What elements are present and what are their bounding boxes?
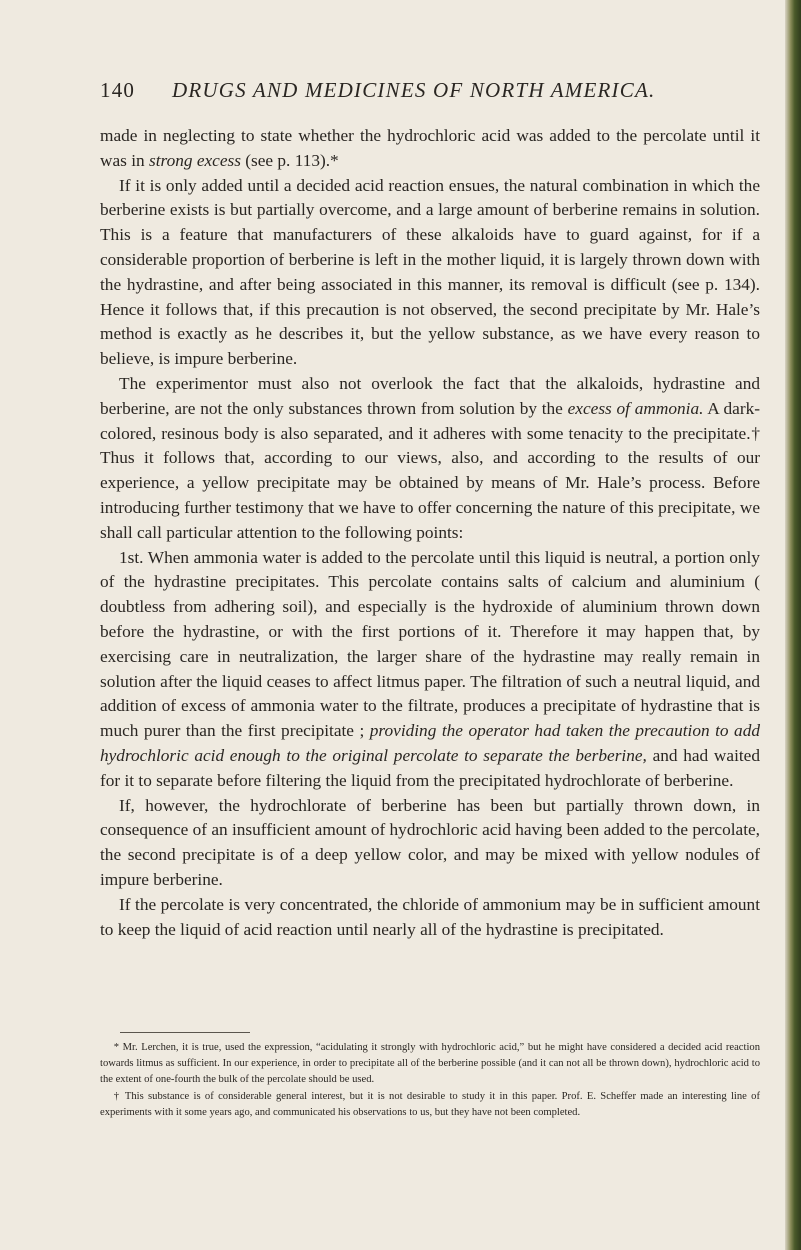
paragraph: [100, 546, 760, 794]
footnote: * Mr. Lerchen, it is true, used the expression, “acidulating it strongly with hydrochloric acid,” but he might have considered a decided acid reaction towards litmus as sufficient. In our experience, in order to precipitate all of the berberine possible (and it can not all be thrown down), hydrochloric acid to the extent of one-fourth the bulk of the percolate should be used.: [100, 1042, 760, 1086]
paragraph: [100, 174, 760, 372]
text-run: If, however, the hydrochlorate of berberine has been but partially thrown down, in consequence of an insufficient amount of hydrochloric acid having been added to the percolate, the second precipitate is of a deep yellow color, and may be mixed with yellow nodules of impure berberine.: [100, 795, 760, 889]
running-title: DRUGS AND MEDICINES OF NORTH AMERICA.: [172, 78, 656, 102]
text-run: The experimentor must also not overlook the fact that the alkaloids, hydrastine and berberine, are not the only substances thrown from solution by the: [100, 373, 760, 418]
page-number: 140: [100, 78, 136, 102]
paragraph: [100, 794, 760, 893]
text-run: made in neglecting to state whether the hydrochloric acid was added to the percolate until it was in: [100, 126, 760, 170]
footnote-rule: [120, 1032, 250, 1033]
text-run: and had waited for it to separate before filtering the liquid from the precipitated hydrochlorate of berberine.: [100, 745, 760, 790]
footnote: † This substance is of considerable general interest, but it is not desirable to study it in this paper. Prof. E. Scheffer made an interesting line of experiments with it some years ago, and communicated his observations to us, but they have not been completed.: [100, 1090, 760, 1118]
text-run: (see p. 113).*: [240, 150, 339, 170]
paragraph: [100, 893, 760, 943]
text-run: A dark-colored, resinous body is also separated, and it adheres with some tenacity to the precipitate.† Thus it follows that, according to our views, also, and according to the results of our experience, a yellow precipitate may be obtained by means of Mr. Hale’s process. Before introducing further testimony that we have to offer concerning the nature of this precipitate, we shall call particular attention to the following points:: [100, 398, 760, 542]
page-edge-shadow: [785, 0, 801, 1250]
text-run: 1st. When ammonia water is added to the percolate until this liquid is neutral, a portion only of the hydrastine precipitates. This percolate contains salts of calcium and aluminium ( doubtless from adhering soil), and especially is the hydroxide of aluminium thrown down before the hydrastine, or with the first portions of it. Therefore it may happen that, by exercising care in neutralization, the larger share of the hydrastine may really remain in solution after the liquid ceases to affect litmus paper. The filtration of such a neutral liquid, and addition of excess of ammonia water to the filtrate, produces a precipitate of hydrastine that is much purer than the first precipitate ;: [100, 547, 760, 741]
paragraph: [100, 124, 760, 174]
body-text: [100, 124, 760, 942]
italic-text: strong excess: [148, 150, 241, 170]
text-run: If the percolate is very concentrated, the chloride of ammonium may be in sufficient amount to keep the liquid of acid reaction until nearly all of the hydrastine is precipitated.: [100, 894, 760, 939]
text-run: If it is only added until a decided acid reaction ensues, the natural combination in which the berberine exists is but partially overcome, and a large amount of berberine remains in solution. This is a feature that manufacturers of these alkaloids have to guard against, for if a considerable proportion of berberine is left in the mother liquid, it is largely thrown down with the hydrastine, and after being associated in this manner, its removal is difficult (see p. 134). Hence it follows that, if this precaution is not observed, the second precipitate by Mr. Hale’s method is exactly as he describes it, but the yellow substance, as we have every reason to believe, is impure berberine.: [100, 175, 760, 369]
footnotes: [100, 1040, 760, 1121]
italic-text: excess of ammonia.: [567, 398, 704, 418]
running-head: [100, 78, 760, 108]
paragraph: [100, 372, 760, 546]
italic-text: providing the operator had taken the precaution to add hydrochloric acid enough to the original percolate to separate the berberine,: [100, 721, 760, 765]
